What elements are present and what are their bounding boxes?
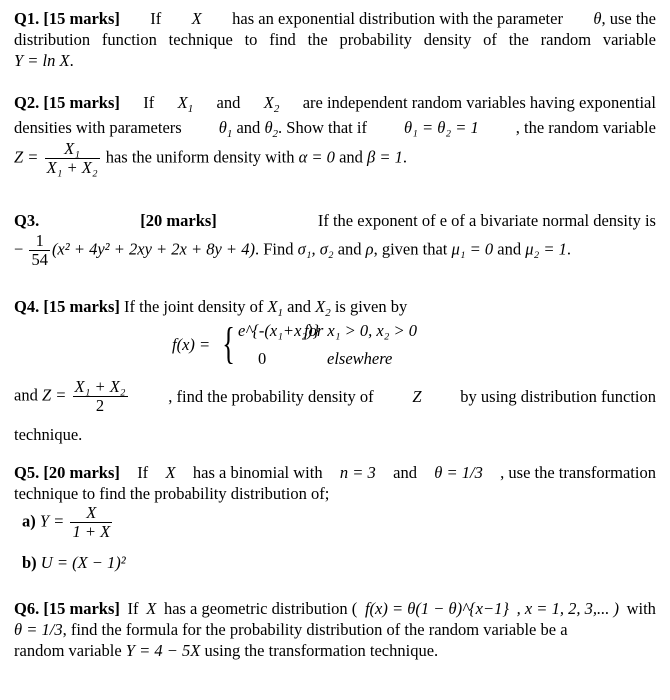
- q6-pmf: f(x) = θ(1 − θ)^{x−1}: [364, 599, 509, 618]
- q6-support: , x = 1, 2, 3,... ): [516, 599, 619, 618]
- q4-piecewise: [172, 320, 432, 370]
- q3-line-1: [14, 210, 656, 231]
- q3-mu2: μ₂ = 1: [525, 239, 567, 259]
- q2-text-and2: and: [236, 118, 261, 137]
- q3-line-2: − $\frac{1}{54}$ (x² + 4y² + 2xy + 2x + 8y + 4). Find σ₁, σ₂ and ρ, given that μ₁ = 0 and μ₂ = 1.: [14, 231, 571, 269]
- q3-frac-num: 1: [29, 232, 50, 251]
- q5-line-2: technique to find the probability distribution of;: [14, 484, 330, 503]
- q5-marks: [20 marks]: [43, 463, 120, 482]
- q3-frac-den: 54: [31, 250, 48, 269]
- q2-line-2: densities with parameters $\theta_1$ and $\theta_2$. Show that if θ₁ = θ₂ = 1 , the random variable: [14, 117, 656, 145]
- q5-b-eq: U = (X − 1)²: [40, 553, 126, 572]
- q1-line-3: [14, 50, 74, 71]
- q4-marks: [15 marks]: [43, 297, 120, 316]
- q5-a-lhs: Y =: [39, 511, 65, 531]
- q5-a-label: a): [22, 511, 36, 531]
- q4-case1-value: e^{-(x₁+x₂)}: [238, 321, 320, 340]
- q4-case2-condition: elsewhere: [327, 349, 393, 368]
- q5-text-2: , use the transformation: [500, 463, 656, 482]
- q1-text-1: has an exponential distribution with the parameter: [232, 9, 563, 28]
- q4-label: Q4.: [14, 297, 40, 316]
- q5-theta: θ = 1/3: [434, 463, 483, 482]
- q4-line-4: technique.: [14, 425, 83, 444]
- q1-text-2: , use the: [601, 9, 656, 28]
- q4-text-2: is given by: [334, 297, 408, 316]
- q2-period: .: [402, 147, 407, 167]
- q5-text-1: has a binomial with: [192, 463, 323, 482]
- q2-alpha: α = 0: [298, 147, 335, 167]
- q6-text-2: , find the formula for the probability distribution of the random variable be a: [62, 620, 568, 639]
- q3-sigmas: σ₁, σ₂: [297, 239, 334, 259]
- q2-line-3: [14, 140, 407, 177]
- q2-marks: [15 marks]: [43, 93, 120, 112]
- q6-text-with: with: [626, 599, 656, 618]
- q6-text-4: using the transformation technique.: [204, 641, 439, 660]
- q1-period: .: [69, 51, 74, 70]
- q1-line-2: distribution function technique to find the probability density of the random variable: [14, 30, 656, 49]
- q3-marks: [20 marks]: [140, 211, 217, 230]
- q4-text-and2: and: [14, 385, 38, 405]
- q3-polynomial: (x² + 4y² + 2xy + 2x + 8y + 4): [51, 239, 255, 259]
- q2-fraction: [45, 140, 100, 177]
- q5-a-den: 1 + X: [72, 522, 111, 541]
- q3-text-find: . Find: [254, 239, 294, 259]
- q5-part-a: [22, 504, 114, 541]
- q4-frac-num: X₁ + X₂: [74, 377, 126, 396]
- q3-rho: ρ: [365, 239, 374, 259]
- q2-frac-den: X₁ + X₂: [46, 158, 98, 177]
- q3-text-1: If the exponent of e of a bivariate normal density is: [317, 211, 656, 230]
- q4-line-3: and Z = $\frac{\text{X₁ + X₂}}{2}$ , find the probability density of Z by using distribution function: [14, 377, 656, 415]
- q4-text-3: , find the probability density of: [168, 387, 374, 406]
- q1-equation: Y = ln X: [14, 51, 70, 70]
- q6-theta: θ = 1/3: [14, 620, 63, 639]
- q3-period: .: [566, 239, 571, 259]
- q4-case2-value: 0: [258, 349, 267, 368]
- q6-text-if: If: [127, 599, 139, 618]
- q2-frac-num: X₁: [45, 140, 100, 159]
- q3-label: Q3.: [14, 211, 40, 230]
- q2-label: Q2.: [14, 93, 40, 112]
- q5-label: Q5.: [14, 463, 40, 482]
- q1-marks: [15 marks]: [43, 9, 120, 28]
- q4-line-1: Q4. [15 marks] If the joint density of $X_1$ and $X_2$ is given by: [14, 297, 408, 319]
- q4-brace: {: [222, 319, 235, 368]
- q2-text-2: densities with parameters: [14, 118, 182, 137]
- q5-n: n = 3: [339, 463, 376, 482]
- q3-text-and: and: [337, 239, 362, 259]
- q4-text-and: and: [287, 297, 311, 316]
- q5-line-1: Q5. [20 marks] If X has a binomial with n = 3 and θ = 1/3 , use the transformation: [14, 463, 656, 482]
- q2-text-5: has the uniform density with: [105, 147, 295, 167]
- q5-b-label: b): [22, 553, 37, 572]
- q2-theta-condition: θ₁ = θ₂ = 1: [404, 118, 479, 137]
- q3-fraction: [29, 232, 50, 269]
- q4-fx: f(x) =: [172, 335, 211, 354]
- q2-line-1: Q2. [15 marks] If $X_1$ and $X_2$ are independent random variables having exponential: [14, 92, 656, 120]
- q5-a-fraction: [70, 504, 112, 541]
- q2-text-3: . Show that if: [278, 118, 367, 137]
- q2-text-and: and: [216, 93, 241, 112]
- q6-label: Q6.: [14, 599, 40, 618]
- q6-line-2: [14, 619, 568, 640]
- q4-frac-den: 2: [95, 396, 105, 415]
- q3-text-given: , given that: [373, 239, 448, 259]
- q2-text-and3: and: [339, 147, 363, 167]
- q6-marks: [15 marks]: [43, 599, 120, 618]
- q2-beta: β = 1: [367, 147, 403, 167]
- q4-z-lhs: Z =: [41, 385, 67, 405]
- q6-text-3: random variable: [14, 641, 122, 660]
- q2-text-1: are independent random variables having exponential: [302, 93, 656, 112]
- q4-fraction: [73, 378, 128, 415]
- q1-line-1: Q1. [15 marks] If X has an exponential distribution with the parameter θ, use the: [14, 9, 656, 28]
- q6-line-1: Q6. [15 marks] If X has a geometric distribution ( f(x) = θ(1 − θ)^{x−1} , x = 1, 2, 3,... ) with: [14, 599, 656, 618]
- q2-z-lhs: Z =: [14, 147, 39, 167]
- q4-text-1: If the joint density of: [124, 297, 264, 316]
- q6-text-1: has a geometric distribution (: [163, 599, 358, 618]
- q2-text-4: , the random variable: [515, 118, 656, 137]
- q5-part-b: [22, 552, 126, 573]
- q4-text-4: by using distribution function: [460, 387, 656, 406]
- q4-case1-condition: for x₁ > 0, x₂ > 0: [304, 321, 418, 340]
- q3-text-and2: and: [497, 239, 522, 259]
- q6-y-eq: Y = 4 − 5X: [125, 641, 201, 660]
- q1-text-if: If: [150, 9, 162, 28]
- q5-text-and: and: [393, 463, 417, 482]
- q6-line-3: [14, 640, 438, 661]
- q1-label: Q1.: [14, 9, 40, 28]
- q5-a-num: X: [70, 504, 112, 523]
- q2-text-if: If: [143, 93, 155, 112]
- q5-text-if: If: [137, 463, 149, 482]
- q3-mu1: μ₁ = 0: [451, 239, 494, 259]
